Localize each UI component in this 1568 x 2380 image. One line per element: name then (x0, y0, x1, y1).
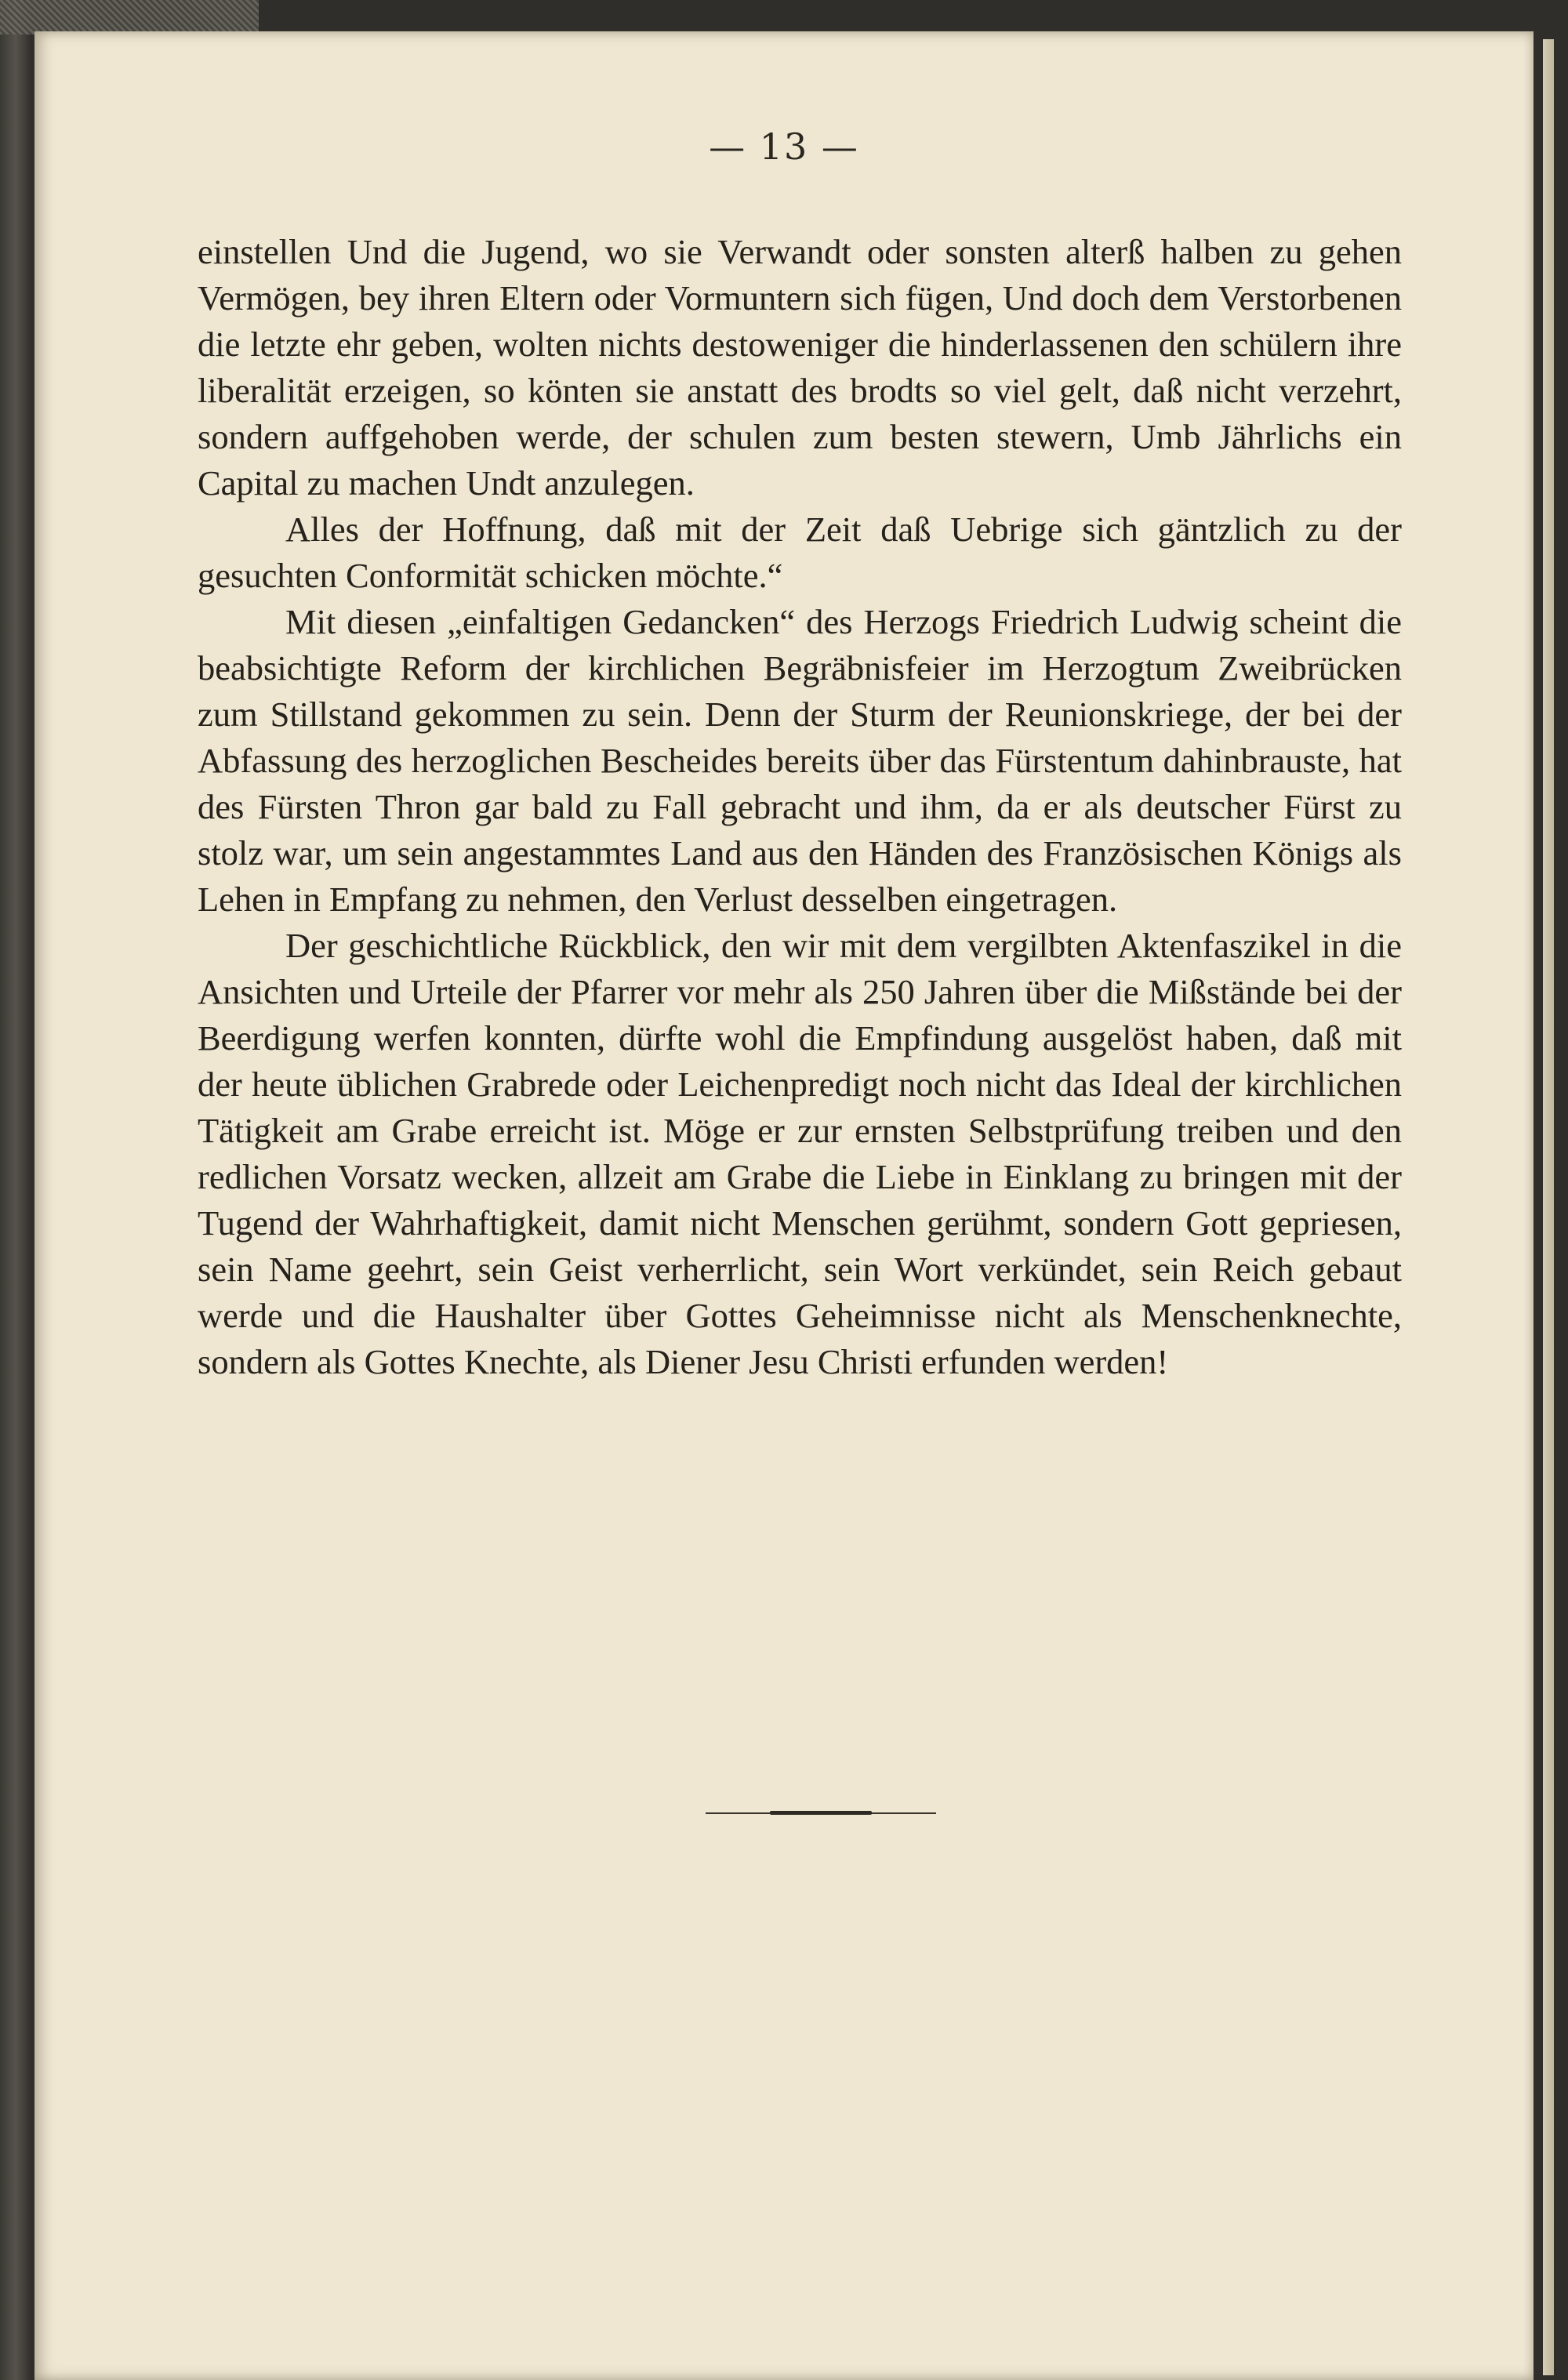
book-binding (0, 0, 259, 34)
body-text (198, 229, 1402, 1385)
paragraph-2: Alles der Hoffnung, daß mit der Zeit daß Uebrige sich gäntzlich zu der gesuchten Conformität schicken möchte.“ (198, 510, 1402, 595)
paragraph-3: Mit diesen „einfaltigen Gedancken“ des Herzogs Friedrich Ludwig scheint die beabsichtigte Reform der kirchlichen Begräbnisfeier im Herzogtum Zweibrücken zum Stillstand gekommen zu sein. Denn der Sturm der Reunionskriege, der bei der Abfassung des herzoglichen Bescheides bereits über das Fürstentum dahinbrauste, hat des Fürsten Thron gar bald zu Fall gebracht und ihm, da er als deutscher Fürst zu stolz war, um sein angestammtes Land aus den Händen des Französischen Königs als Lehen in Empfang zu nehmen, den Verlust desselben eingetragen. (198, 602, 1402, 919)
page-edge (1543, 39, 1554, 2375)
paragraph-1: einstellen Und die Jugend, wo sie Verwandt oder sonsten alterß halben zu gehen Vermögen, bey ihren Eltern oder Vormuntern sich fügen, Und doch dem Verstorbenen die letzte ehr geben, wolten nichts destoweniger die hinderlassenen den schülern ihre liberalität erzeigen, so könten sie anstatt des brodts so viel gelt, daß nicht verzehrt, sondern auffgehoben werde, der schulen zum besten stewern, Umb Jährlichs ein Capital zu machen Undt anzulegen. (198, 232, 1402, 502)
closing-divider (706, 1812, 936, 1814)
paragraph-4: Der geschichtliche Rückblick, den wir mit dem vergilbten Aktenfaszikel in die Ansichten und Urteile der Pfarrer vor mehr als 250 Jahren über die Mißstände bei der Beerdigung werfen konnten, dürfte wohl die Empfindung ausgelöst haben, daß mit der heute üblichen Grabrede oder Leichenpredigt noch nicht das Ideal der kirchlichen Tätigkeit am Grabe erreicht ist. Möge er zur ernsten Selbstprüfung treiben und den redlichen Vorsatz wecken, allzeit am Grabe die Liebe in Einklang zu bringen mit der Tugend der Wahrhaftigkeit, damit nicht Menschen gerühmt, sondern Gott gepriesen, sein Name geehrt, sein Geist verherrlicht, sein Wort verkündet, sein Reich gebaut werde und die Haushalter über Gottes Geheimnisse nicht als Menschenknechte, sondern als Gottes Knechte, als Diener Jesu Christi erfunden werden! (198, 926, 1402, 1381)
page-number: — 13 — (709, 125, 859, 168)
